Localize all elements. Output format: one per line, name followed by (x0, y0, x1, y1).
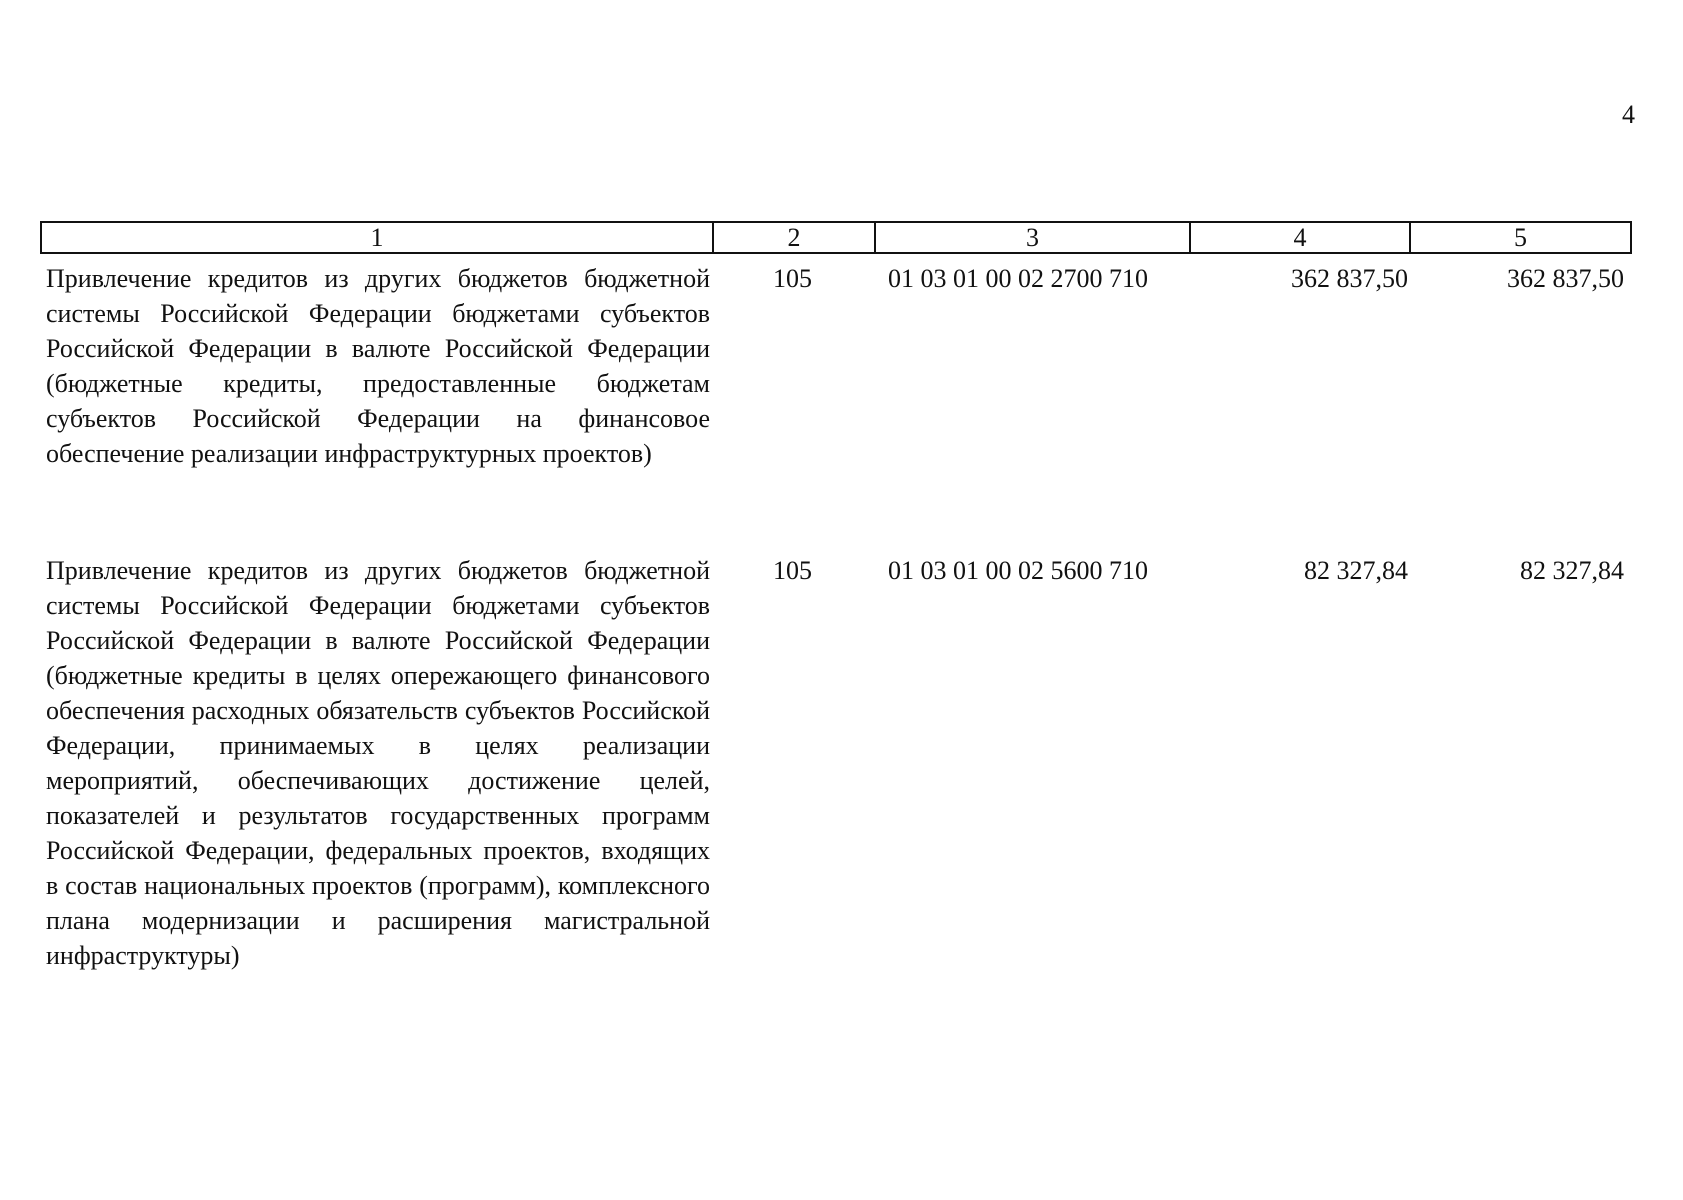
header-col-4: 4 (1189, 223, 1409, 252)
header-col-1: 1 (370, 223, 384, 252)
row-description: Привлечение кредитов из других бюджетов бюджетной системы Российской Федерации бюджетами субъектов Российской Федерации в валюте Российской Федерации (бюджетные кредиты в целях опережающего финансового обеспечения расходных обязательств субъектов Российской Федерации, принимаемых в целях реализации мероприятий, обеспечивающих достижение целей, показателей и результатов государственных программ Российской Федерации, федеральных проектов, входящих в состав национальных проектов (программ), комплексного плана модернизации и расширения магистральной инфраструктуры) (46, 556, 710, 970)
header-col-2: 2 (712, 223, 874, 252)
header-col-3: 3 (874, 223, 1189, 252)
row-value-col-4: 362 837,50 (1291, 264, 1408, 293)
row-value-col-5: 362 837,50 (1507, 264, 1624, 293)
header-col-5: 5 (1409, 223, 1630, 252)
row-admin-code: 105 (773, 556, 812, 585)
row-kbk-code: 01 03 01 00 02 2700 710 (888, 264, 1148, 293)
row-value-col-5: 82 327,84 (1520, 556, 1624, 585)
row-value-col-4: 82 327,84 (1304, 556, 1408, 585)
row-kbk-code: 01 03 01 00 02 5600 710 (888, 556, 1148, 585)
row-description: Привлечение кредитов из других бюджетов бюджетной системы Российской Федерации бюджетами субъектов Российской Федерации в валюте Российской Федерации (бюджетные кредиты, предоставленные бюджетам субъектов Российской Федерации на финансовое обеспечение реализации инфраструктурных проектов) (46, 264, 710, 468)
row-admin-code: 105 (773, 264, 812, 293)
page-number: 4 (1622, 100, 1635, 129)
table-header (40, 221, 1632, 254)
